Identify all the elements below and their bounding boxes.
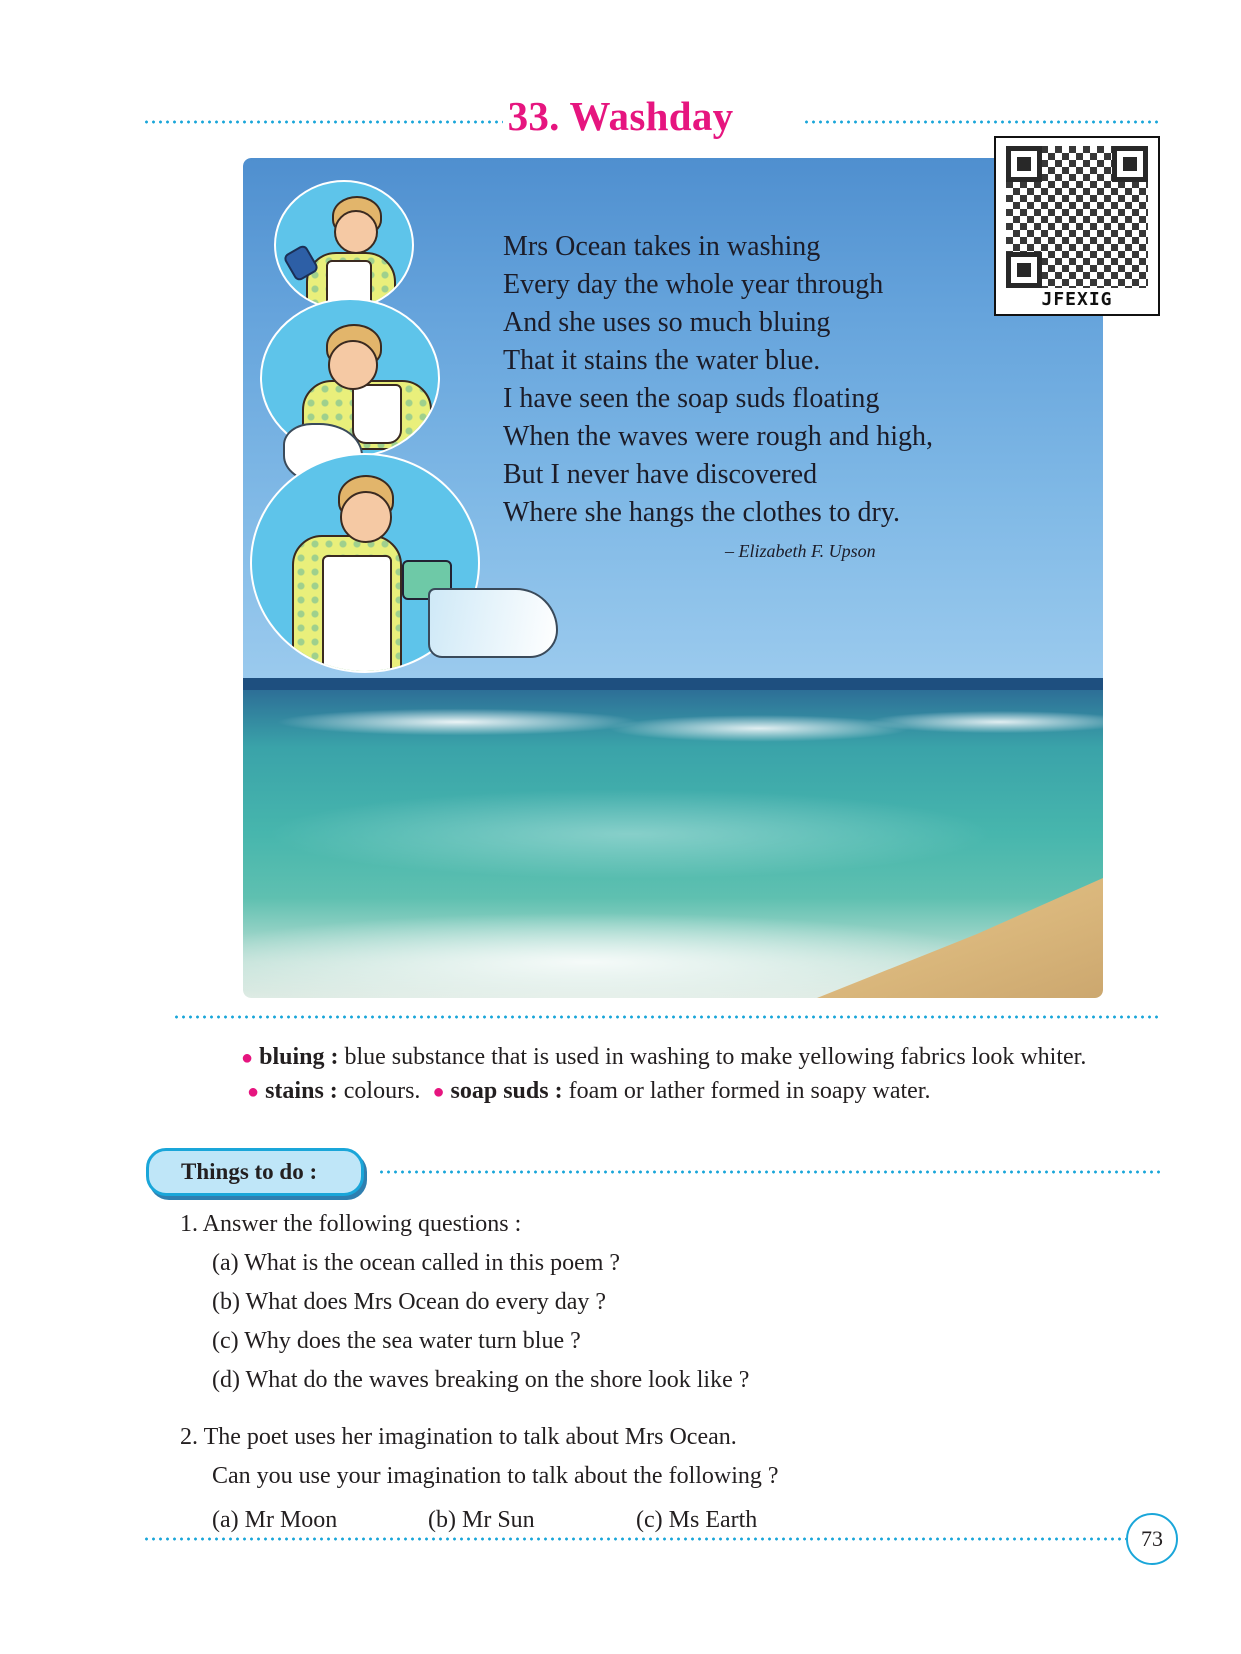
things-to-do-heading: Things to do : [146, 1148, 364, 1196]
glossary-definition: colours. [337, 1078, 421, 1104]
apron [322, 555, 392, 673]
qr-finder-icon [1006, 146, 1042, 182]
question-2-option-a: (a) Mr Moon [212, 1507, 338, 1533]
qr-code[interactable] [994, 136, 1160, 316]
heading-rule [378, 1170, 1160, 1174]
qr-finder-icon [1112, 146, 1148, 182]
poem-line: Every day the whole year through [503, 269, 884, 300]
glossary-definition: foam or lather formed in soapy water. [562, 1078, 931, 1104]
question-1c: (c) Why does the sea water turn blue ? [212, 1328, 581, 1354]
qr-code-label: JFEXIG [1041, 289, 1113, 310]
glossary-term: bluing : [259, 1044, 339, 1070]
question-2-option-b: (b) Mr Sun [428, 1507, 535, 1533]
footer-rule [143, 1537, 1126, 1541]
poem-line: And she uses so much bluing [503, 307, 831, 338]
question-2-option-c: (c) Ms Earth [636, 1507, 758, 1533]
question-2-line1: 2. The poet uses her imagination to talk about Mrs Ocean. [180, 1424, 737, 1450]
face [340, 491, 392, 543]
question-1d: (d) What do the waves breaking on the shore look like ? [212, 1367, 750, 1393]
poem-line: But I never have discovered [503, 459, 818, 490]
bullet-icon: ● [241, 1047, 254, 1069]
question-1-label: 1. Answer the following questions : [180, 1211, 522, 1237]
page-title: 33. Washday [507, 93, 734, 139]
face [334, 210, 378, 254]
face [328, 340, 378, 390]
glossary-definition: blue substance that is used in washing to make yellowing fabrics look whiter. [338, 1044, 1087, 1070]
glossary-term: stains : [265, 1078, 338, 1104]
glossary [241, 1041, 1101, 1109]
apron [352, 384, 402, 444]
section-divider [173, 1015, 1160, 1019]
poem-author: – Elizabeth F. Upson [725, 541, 876, 561]
question-2-line2: Can you use your imagination to talk about the following ? [212, 1463, 779, 1489]
pouring-water [428, 588, 558, 658]
page-number: 73 [1126, 1513, 1178, 1565]
poem-line: I have seen the soap suds floating [503, 383, 880, 414]
qr-code-icon [1006, 146, 1148, 288]
title-rule-right [803, 120, 1160, 124]
poem-line: Mrs Ocean takes in washing [503, 231, 821, 262]
question-1a: (a) What is the ocean called in this poem ? [212, 1250, 621, 1276]
poem-text [503, 228, 933, 532]
glossary-term: soap suds : [450, 1078, 563, 1104]
bullet-icon: ● [432, 1081, 445, 1103]
question-1b: (b) What does Mrs Ocean do every day ? [212, 1289, 607, 1315]
poem-line: When the waves were rough and high, [503, 421, 933, 452]
bubble-pouring-bluing [274, 180, 414, 310]
poem-line: That it stains the water blue. [503, 345, 821, 376]
bullet-icon: ● [247, 1081, 260, 1103]
poem-line: Where she hangs the clothes to dry. [503, 497, 901, 528]
qr-finder-icon [1006, 252, 1042, 288]
